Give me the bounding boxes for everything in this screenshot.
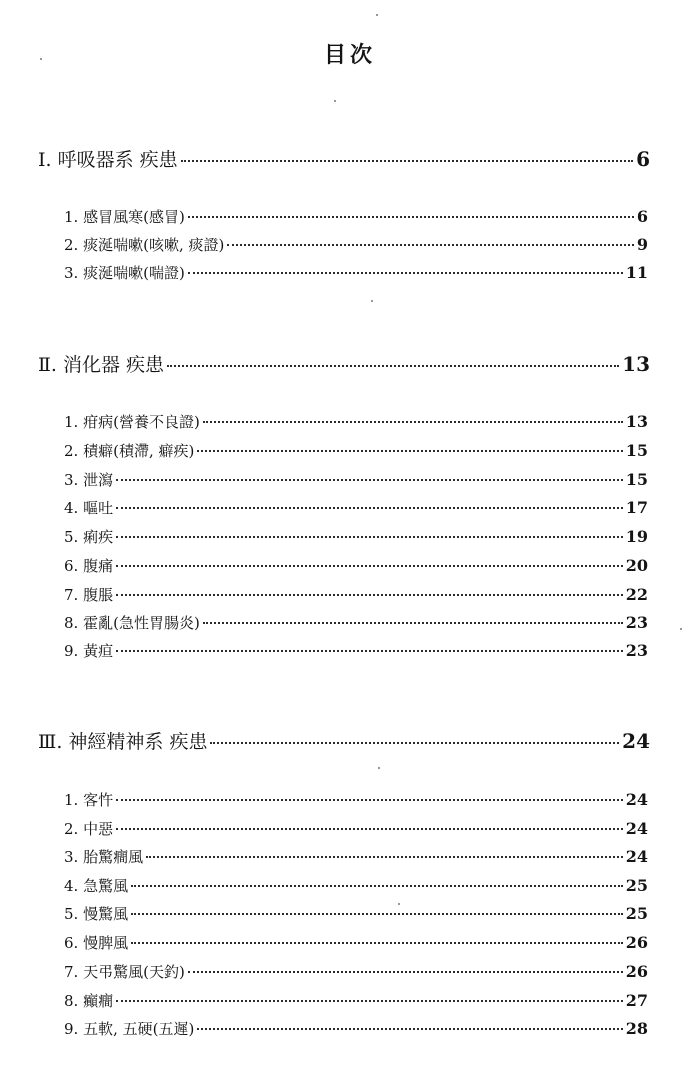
entry-page-number: 22	[625, 585, 648, 604]
entry-label: 泄瀉	[83, 471, 114, 489]
entry-page-number: 15	[625, 470, 648, 489]
toc-entry: 6. 慢脾風 26	[64, 933, 648, 952]
leader-dots	[131, 942, 623, 944]
leader-dots	[197, 1028, 622, 1030]
entry-label: 疳病(營養不良證)	[83, 413, 200, 431]
scan-speck	[40, 58, 42, 60]
entry-page-number: 25	[625, 904, 648, 923]
toc-entry: 6. 腹痛 20	[64, 556, 648, 575]
toc-entry: 7. 天弔驚風(天釣) 26	[64, 962, 648, 981]
section-label: 呼吸器系 疾患	[57, 149, 178, 171]
leader-dots	[131, 885, 623, 887]
entry-label: 腹脹	[83, 586, 114, 604]
toc-entry: 4. 急驚風 25	[64, 876, 648, 895]
toc-entry: 8. 癲癎 27	[64, 991, 648, 1010]
entry-label: 中惡	[83, 820, 114, 838]
entry-page-number: 20	[625, 556, 648, 575]
leader-dots	[116, 507, 623, 509]
toc-entry: 3. 痰涎喘嗽(喘證) 11	[64, 263, 648, 282]
entry-page-number: 24	[625, 790, 648, 809]
toc-entry: 1. 感冒風寒(感冒) 6	[64, 207, 648, 226]
entry-label: 慢驚風	[83, 905, 129, 923]
entry-page-number: 27	[625, 991, 648, 1010]
entry-page-number: 6	[636, 207, 648, 226]
scan-speck	[398, 903, 400, 905]
entry-label: 痰涎喘嗽(喘證)	[83, 264, 185, 282]
toc-entry: 9. 五軟, 五硬(五遲) 28	[64, 1019, 648, 1038]
toc-entry: 5. 痢疾 19	[64, 527, 648, 546]
toc-entry: 3. 泄瀉 15	[64, 470, 648, 489]
section-page-number: 6	[636, 147, 650, 171]
entry-page-number: 13	[625, 412, 648, 431]
scan-speck	[680, 628, 682, 630]
entry-label: 積癖(積滯, 癖疾)	[83, 442, 195, 460]
entry-label: 黃疸	[83, 642, 114, 660]
section-page-number: 24	[622, 729, 650, 753]
entry-page-number: 26	[625, 933, 648, 952]
entry-label: 胎驚癎風	[83, 848, 144, 866]
entry-page-number: 24	[625, 847, 648, 866]
leader-dots	[197, 450, 622, 452]
entry-label: 客忤	[83, 791, 114, 809]
section-heading-1	[38, 145, 650, 173]
entry-label: 慢脾風	[83, 934, 129, 952]
leader-dots	[116, 650, 623, 652]
toc-entry: 9. 黃疸 23	[64, 641, 648, 660]
leader-dots	[181, 160, 633, 162]
page-title: 目次	[323, 42, 376, 68]
entry-page-number: 23	[625, 641, 648, 660]
leader-dots	[227, 244, 634, 246]
entry-page-number: 25	[625, 876, 648, 895]
toc-entry: 4. 嘔吐 17	[64, 498, 648, 517]
entry-label: 嘔吐	[83, 499, 114, 517]
section-numeral: Ⅰ.	[38, 149, 52, 171]
section-page-number: 13	[622, 352, 650, 376]
section-heading-2	[38, 350, 650, 378]
entry-page-number: 11	[625, 263, 648, 282]
section-label: 消化器 疾患	[63, 354, 165, 376]
leader-dots	[188, 216, 634, 218]
scan-speck	[371, 300, 373, 302]
leader-dots	[146, 856, 623, 858]
entry-label: 天弔驚風(天釣)	[83, 963, 185, 981]
entry-page-number: 17	[625, 498, 648, 517]
toc-entry: 7. 腹脹 22	[64, 585, 648, 604]
section-label: 神經精神系 疾患	[68, 731, 208, 753]
leader-dots	[116, 799, 623, 801]
toc-entry: 2. 痰涎喘嗽(咳嗽, 痰證) 9	[64, 235, 648, 254]
entry-label: 急驚風	[83, 877, 129, 895]
entry-label: 五軟, 五硬(五遲)	[83, 1020, 195, 1038]
entry-label: 痰涎喘嗽(咳嗽, 痰證)	[83, 236, 225, 254]
entry-page-number: 28	[625, 1019, 648, 1038]
entry-label: 癲癎	[83, 992, 114, 1010]
leader-dots	[203, 622, 623, 624]
leader-dots	[116, 594, 623, 596]
leader-dots	[116, 479, 623, 481]
scan-speck	[376, 14, 378, 16]
section-numeral: Ⅲ.	[38, 731, 63, 753]
entry-page-number: 15	[625, 441, 648, 460]
leader-dots	[188, 971, 623, 973]
leader-dots	[131, 913, 623, 915]
toc-entry: 2. 積癖(積滯, 癖疾) 15	[64, 441, 648, 460]
entry-page-number: 24	[625, 819, 648, 838]
toc-entry: 1. 客忤 24	[64, 790, 648, 809]
entry-page-number: 19	[625, 527, 648, 546]
section-heading-3	[38, 727, 650, 755]
toc-entry: 5. 慢驚風 25	[64, 904, 648, 923]
leader-dots	[167, 365, 619, 367]
scan-speck	[334, 100, 336, 102]
toc-entry: 2. 中惡 24	[64, 819, 648, 838]
entry-page-number: 26	[625, 962, 648, 981]
toc-entry: 3. 胎驚癎風 24	[64, 847, 648, 866]
entry-label: 霍亂(急性胃腸炎)	[83, 614, 200, 632]
entry-page-number: 9	[636, 235, 648, 254]
leader-dots	[203, 421, 623, 423]
leader-dots	[116, 536, 623, 538]
toc-entry: 8. 霍亂(急性胃腸炎) 23	[64, 613, 648, 632]
leader-dots	[116, 828, 623, 830]
entry-label: 痢疾	[83, 528, 114, 546]
entry-label: 腹痛	[83, 557, 114, 575]
toc-entry: 1. 疳病(營養不良證) 13	[64, 412, 648, 431]
entry-page-number: 23	[625, 613, 648, 632]
leader-dots	[116, 1000, 623, 1002]
scan-speck	[378, 767, 380, 769]
section-numeral: Ⅱ.	[38, 354, 57, 376]
entry-label: 感冒風寒(感冒)	[83, 208, 185, 226]
leader-dots	[210, 742, 619, 744]
leader-dots	[116, 565, 623, 567]
leader-dots	[188, 272, 623, 274]
